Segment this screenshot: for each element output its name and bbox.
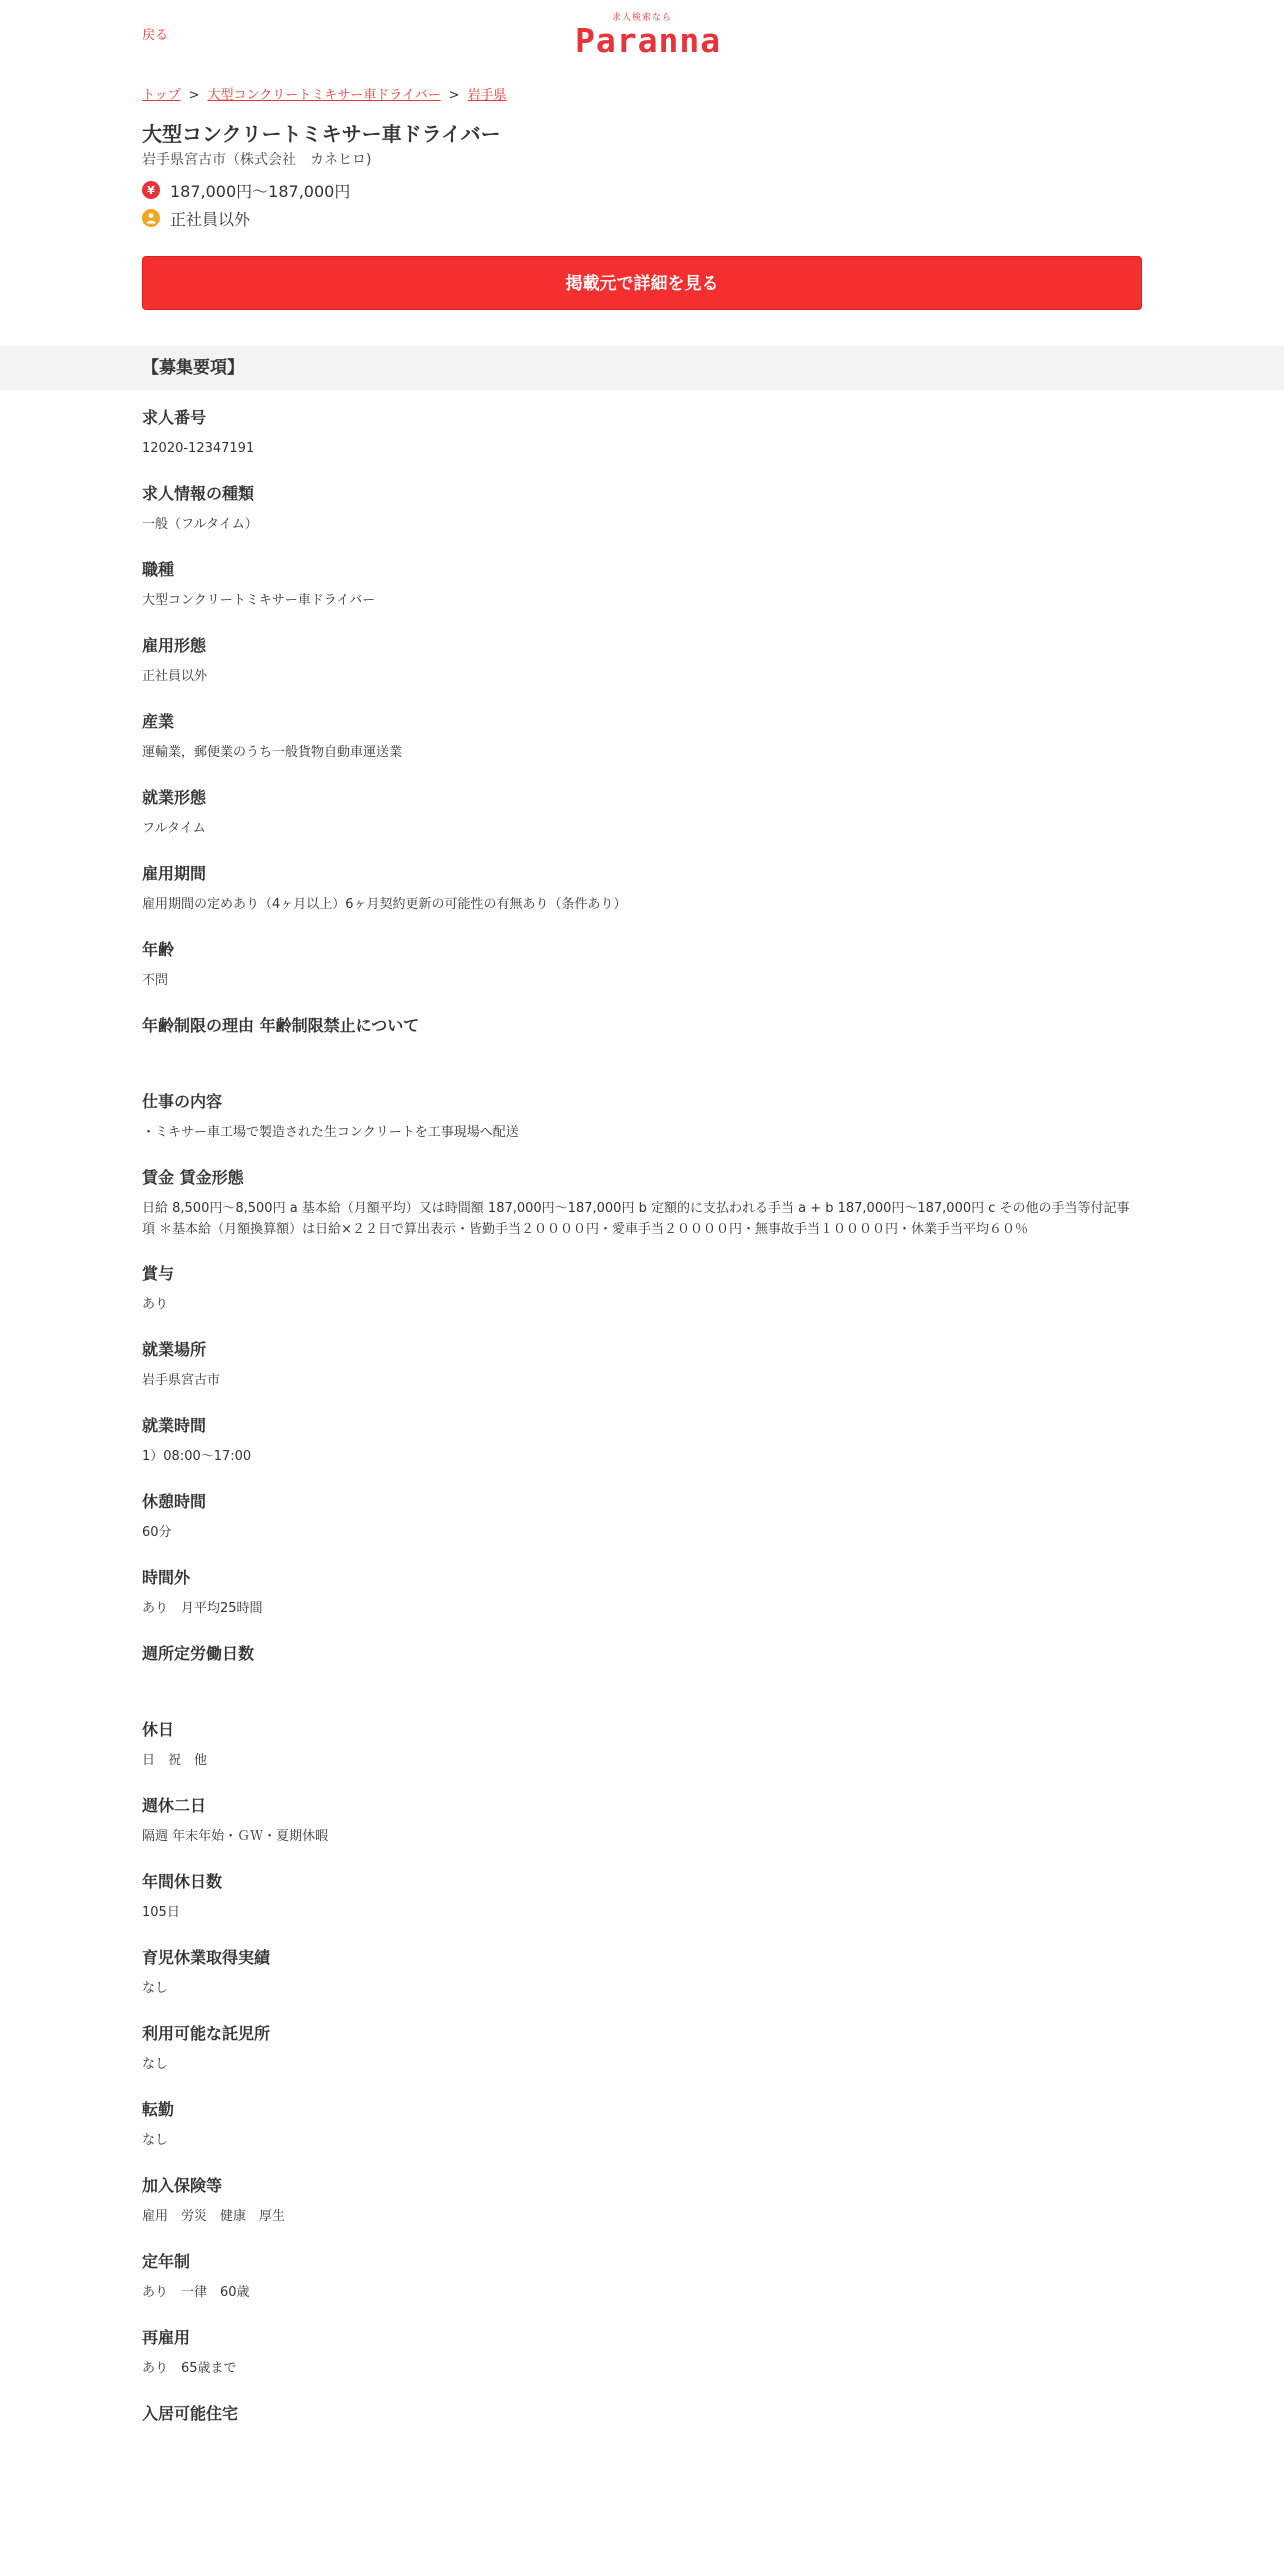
detail-field-label: 職種: [142, 560, 175, 579]
detail-field: [142, 2022, 1142, 2076]
detail-field-label: 雇用形態: [142, 636, 207, 655]
detail-field: [142, 1794, 1142, 1848]
detail-field-value: 60分: [142, 1525, 172, 1540]
detail-field: [142, 786, 1142, 840]
breadcrumb-job[interactable]: 大型コンクリートミキサー車ドライバー: [207, 88, 441, 103]
detail-field: [142, 2250, 1142, 2304]
employment-type-row: [142, 208, 1142, 228]
breadcrumb-separator: >: [448, 88, 460, 103]
detail-field-value: [142, 1674, 1142, 1696]
detail-field: [142, 2326, 1142, 2380]
detail-field: [142, 1642, 1142, 1696]
job-summary: [142, 84, 1142, 310]
detail-field: [142, 710, 1142, 764]
detail-field-label: 就業時間: [142, 1416, 207, 1435]
section-header: [0, 346, 1284, 390]
detail-field: [142, 1262, 1142, 1316]
detail-field-label: 時間外: [142, 1568, 191, 1587]
detail-field-value: あり 一律 60歳: [142, 2285, 250, 2300]
detail-field: [142, 862, 1142, 916]
detail-field-label: 育児休業取得実績: [142, 1948, 271, 1967]
detail-field-value: なし: [142, 1981, 169, 1996]
detail-field: [142, 1870, 1142, 1924]
detail-field-label: 週所定労働日数: [142, 1644, 255, 1663]
breadcrumb: [142, 84, 1142, 104]
detail-field: [142, 482, 1142, 536]
detail-field-label: 就業場所: [142, 1340, 207, 1359]
detail-field-value: 105日: [142, 1905, 180, 1920]
detail-field-value: 岩手県宮古市: [142, 1373, 221, 1388]
detail-field-label: 産業: [142, 712, 175, 731]
company-location: 岩手県宮古市（株式会社 カネヒロ): [142, 152, 372, 168]
detail-field-label: 求人情報の種類: [142, 484, 255, 503]
detail-field-label: 転勤: [142, 2100, 175, 2119]
detail-field-value: なし: [142, 2057, 169, 2072]
detail-field-value: フルタイム: [142, 821, 206, 836]
detail-field-value: なし: [142, 2133, 169, 2148]
detail-field-value: 雇用 労災 健康 厚生: [142, 2209, 286, 2224]
detail-field-value: 日 祝 他: [142, 1753, 208, 1768]
detail-field-label: 加入保険等: [142, 2176, 223, 2195]
detail-field: [142, 558, 1142, 612]
detail-field-label: 就業形態: [142, 788, 207, 807]
detail-field-label: 仕事の内容: [142, 1092, 223, 1111]
detail-field: [142, 2174, 1142, 2228]
logo-tagline: 求人検索なら: [611, 13, 672, 23]
detail-field-value: [142, 2434, 1142, 2456]
detail-field-label: 雇用期間: [142, 864, 207, 883]
site-logo[interactable]: [575, 12, 722, 60]
breadcrumb-separator: >: [188, 88, 200, 103]
detail-field: [142, 1414, 1142, 1468]
detail-field-label: 入居可能住宅: [142, 2404, 239, 2423]
detail-field-label: 再雇用: [142, 2328, 191, 2347]
header: [0, 0, 1284, 66]
back-link[interactable]: 戻る: [142, 28, 169, 43]
detail-field-label: 週休二日: [142, 1796, 207, 1815]
detail-field: [142, 938, 1142, 992]
detail-field-value: 隔週 年末年始・ＧＷ・夏期休暇: [142, 1829, 329, 1844]
detail-field-value: あり 月平均25時間: [142, 1601, 263, 1616]
recruitment-details: [142, 406, 1142, 2456]
breadcrumb-prefecture[interactable]: 岩手県: [467, 88, 507, 103]
detail-field-label: 年齢制限の理由 年齢制限禁止について: [142, 1016, 420, 1035]
person-icon: [142, 209, 160, 227]
detail-field-label: 休日: [142, 1720, 175, 1739]
detail-field-label: 利用可能な託児所: [142, 2024, 271, 2043]
yen-icon: ¥: [142, 181, 160, 199]
job-title: 大型コンクリートミキサー車ドライバー: [142, 122, 501, 146]
detail-field-value: [142, 1046, 1142, 1068]
detail-field-label: 休憩時間: [142, 1492, 207, 1511]
detail-field: [142, 1490, 1142, 1544]
person-icon-svg: [145, 212, 157, 224]
detail-field: [142, 1090, 1142, 1144]
detail-field: [142, 1566, 1142, 1620]
detail-field-value: あり 65歳まで: [142, 2361, 237, 2376]
detail-field-value: 12020-12347191: [142, 441, 255, 456]
detail-field-label: 求人番号: [142, 408, 207, 427]
detail-field: [142, 1166, 1142, 1240]
detail-field-value: 運輸業，郵便業のうち一般貨物自動車運送業: [142, 745, 403, 760]
detail-field-value: 1）08:00～17:00: [142, 1449, 252, 1464]
detail-field: [142, 2402, 1142, 2456]
salary-row: [142, 180, 1142, 200]
salary-range: 187,000円～187,000円: [170, 181, 351, 201]
detail-field-value: 雇用期間の定めあり（4ヶ月以上）6ヶ月契約更新の可能性の有無あり（条件あり）: [142, 897, 627, 912]
detail-field: [142, 1014, 1142, 1068]
detail-field-value: 日給 8,500円～8,500円 a 基本給（月額平均）又は時間額 187,000円～187,000円 b 定額的に支払われる手当 a + b 187,000円～187,000円 c その他の手当等付記事項 ＊基本給（月額換算額）は日給×２２日で算出表示・皆勤手当２００００円・愛車手当２００００円・無事故手当１００００円・休業手当平均６０％: [142, 1201, 1130, 1237]
section-title: 【募集要項】: [142, 358, 244, 378]
detail-field-value: 一般（フルタイム）: [142, 517, 258, 532]
detail-field-value: 大型コンクリートミキサー車ドライバー: [142, 593, 376, 608]
detail-field: [142, 634, 1142, 688]
detail-field-value: あり: [142, 1297, 169, 1312]
employment-type: 正社員以外: [170, 209, 251, 229]
detail-field-value: ・ミキサー車工場で製造された生コンクリートを工事現場へ配送: [142, 1125, 519, 1140]
detail-field: [142, 2098, 1142, 2152]
detail-field-label: 賃金 賃金形態: [142, 1168, 244, 1187]
detail-field: [142, 1946, 1142, 2000]
detail-field-label: 年齢: [142, 940, 175, 959]
detail-field-value: 正社員以外: [142, 669, 208, 684]
view-details-button[interactable]: 掲載元で詳細を見る: [142, 256, 1142, 310]
detail-field-value: 不問: [142, 973, 169, 988]
logo-wordmark: Paranna: [575, 21, 722, 60]
breadcrumb-top[interactable]: トップ: [142, 88, 181, 103]
detail-field-label: 年間休日数: [142, 1872, 223, 1891]
detail-field: [142, 1718, 1142, 1772]
detail-field: [142, 406, 1142, 460]
detail-field: [142, 1338, 1142, 1392]
detail-field-label: 定年制: [142, 2252, 191, 2271]
detail-field-label: 賞与: [142, 1264, 175, 1283]
